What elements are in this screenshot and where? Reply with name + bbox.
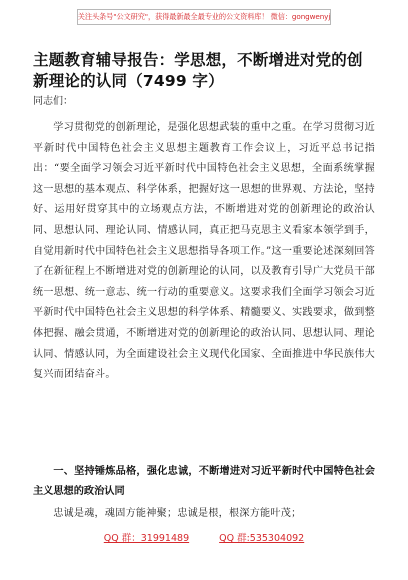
salutation: 同志们： (33, 96, 73, 107)
document-title: 主题教育辅导报告：学思想，不断增进对党的创新理论的认同（7499 字） (33, 51, 363, 90)
body-paragraph-continued: 忠诚是魂，魂固方能神聚；忠诚是根，根深方能叶茂； (53, 508, 302, 519)
body-paragraph: 学习贯彻党的创新理论，是强化思想武装的重中之重。在学习贯彻习近平新时代中国特色社会主义思想主题教育工作会议上，习近平总书记指出：“要全面学习领会习近平新时代中国特色社会主义思想，全面系统掌握这一思想的基本观点、科学体系，把握好这一思想的世界观、方法论，坚持好、运用好贯穿其中的立场观点方法，不断增进对党的创新理论的政治认同、思想认同、理论认同、情感认同，真正把马克思主义看家本领学到手，自觉用新时代中国特色社会主义思想指导各项工作。”这一重要论述深刻回答了在新征程上不断增进对党的创新理论的认同，以及教育引导广大党员干部统一思想、统一意志、统一行动的重要意义。这要求我们全面学习领会习近平新时代中国特色社会主义思想的科学体系、精髓要义、实践要求，做到整体把握、融会贯通，不断增进对党的创新理论的政治认同、思想认同、理论认同、情感认同，为全面建设社会主义现代化国家、全面推进中华民族伟大复兴而团结奋斗。 (33, 122, 375, 381)
qq-group-1[interactable]: QQ 群：31991489 (103, 533, 190, 544)
footer-contact (0, 530, 408, 546)
section-heading: 一、坚持锤炼品格，强化忠诚，不断增进对习近平新时代中国特色社会主义思想的政治认同 (33, 466, 375, 497)
qq-group-2[interactable]: QQ 群:535304092 (219, 533, 305, 544)
promo-banner: 关注头条号"公文研究"，获得最新最全最专业的公文资料库！ 微信：gongwenyj (77, 9, 331, 25)
